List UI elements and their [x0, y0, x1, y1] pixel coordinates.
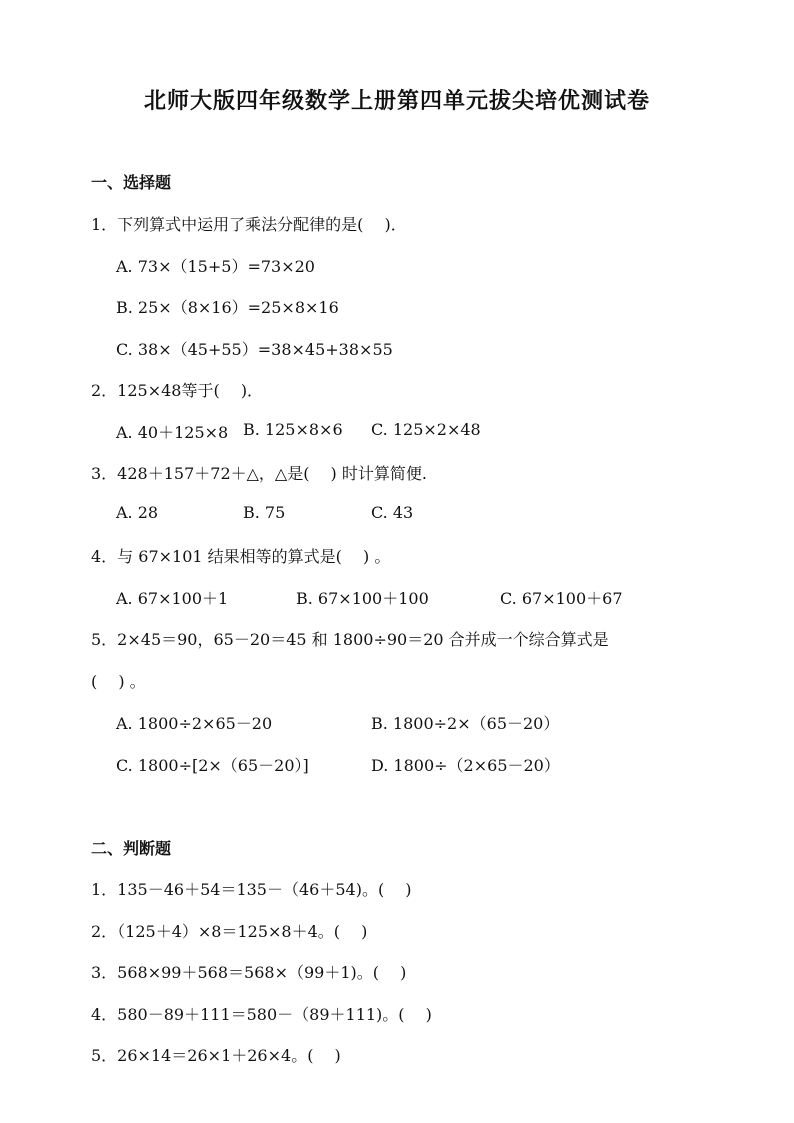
- judgement-item-5: 5．26×14＝26×1＋26×4。( ): [91, 1046, 341, 1065]
- page-title: 北师大版四年级数学上册第四单元拔尖培优测试卷: [143, 88, 650, 114]
- judgement-item-1: 1．135－46＋54＝135－（46＋54)。( ): [91, 880, 412, 899]
- question-5-option-c: C. 1800÷[2×（65－20）]: [116, 756, 309, 775]
- question-4-option-a: A. 67×100＋1: [116, 589, 229, 608]
- question-2-option-c: C. 125×2×48: [371, 420, 481, 439]
- question-4-option-b: B. 67×100＋100: [296, 589, 429, 608]
- section-heading-judgement: 二、判断题: [91, 839, 172, 858]
- judgement-item-3: 3．568×99＋568＝568×（99＋1)。( ): [91, 963, 407, 982]
- question-5-stem-continued: ( ) 。: [91, 672, 146, 691]
- question-3-option-c: C. 43: [371, 503, 414, 522]
- question-4-stem: 4．与 67×101 结果相等的算式是( ) 。: [91, 547, 391, 566]
- question-2-stem: 2．125×48等于( )．: [91, 381, 264, 400]
- question-3-stem: 3．428＋157＋72＋△，△是( ) 时计算简便.: [91, 464, 427, 483]
- question-5-option-d: D. 1800÷（2×65－20）: [371, 756, 560, 775]
- question-5-option-b: B. 1800÷2×（65－20）: [371, 714, 560, 733]
- question-2-option-a: A. 40＋125×8: [116, 423, 229, 442]
- question-3-option-a: A. 28: [116, 503, 159, 522]
- question-1-option-c: C. 38×（45+55）=38×45+38×55: [116, 340, 393, 359]
- question-5-option-a: A. 1800÷2×65－20: [116, 714, 273, 733]
- question-3-option-b: B. 75: [243, 503, 286, 522]
- question-2-option-b: B. 125×8×6: [243, 420, 343, 439]
- section-heading-choice: 一、选择题: [91, 173, 172, 192]
- judgement-item-4: 4．580－89＋111＝580－（89＋111)。( ): [91, 1005, 432, 1024]
- judgement-item-2: 2．（125＋4）×8＝125×8＋4。( ): [91, 922, 368, 941]
- question-1-option-a: A. 73×（15+5）=73×20: [116, 257, 315, 276]
- question-4-option-c: C. 67×100＋67: [500, 589, 623, 608]
- question-1-stem: 1．下列算式中运用了乘法分配律的是( )．: [91, 215, 407, 234]
- question-5-stem: 5．2×45＝90，65－20＝45 和 1800÷90＝20 合并成一个综合算式是: [91, 630, 609, 649]
- question-1-option-b: B. 25×（8×16）=25×8×16: [116, 298, 339, 317]
